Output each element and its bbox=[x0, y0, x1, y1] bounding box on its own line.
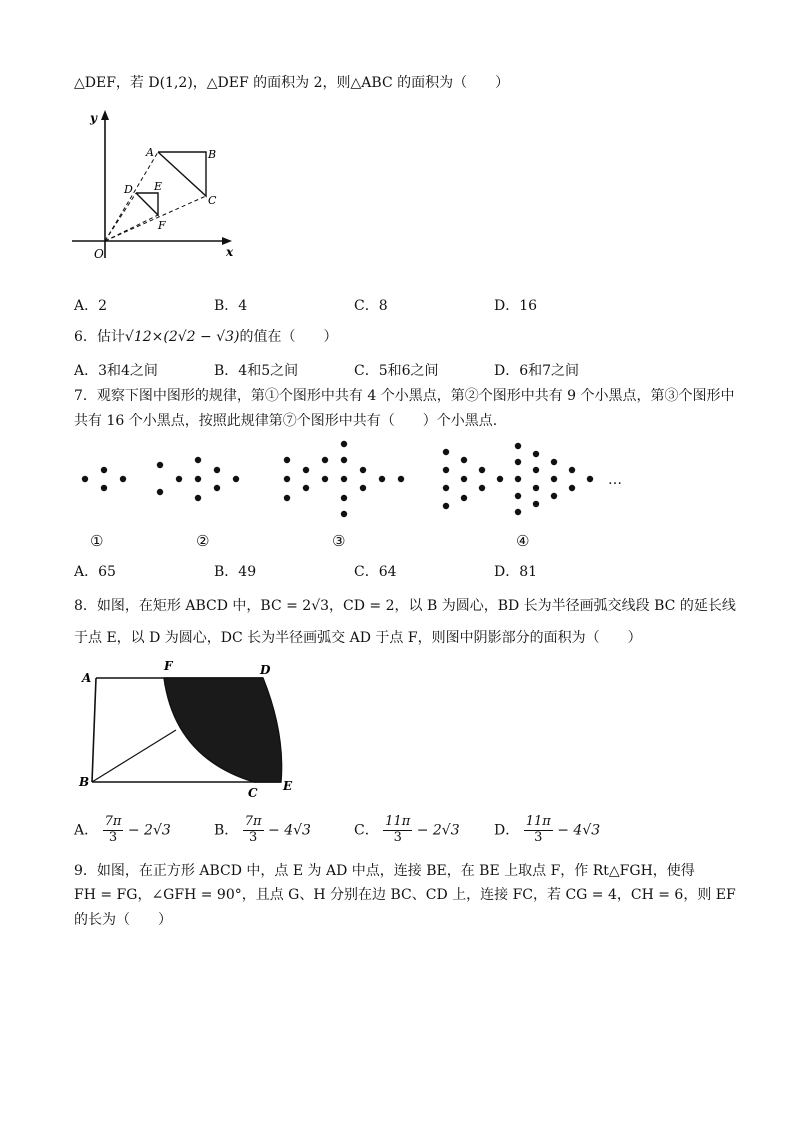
q8-option-a-rest: − 2√3 bbox=[127, 822, 171, 839]
q6-stem-suffix: 的值在（ ） bbox=[239, 329, 338, 345]
fraction-denominator: 3 bbox=[393, 829, 402, 845]
q8-option-b-rest: − 4√3 bbox=[268, 822, 311, 839]
fraction-numerator: 11π bbox=[525, 814, 551, 829]
q8-option-c-letter: C． bbox=[354, 822, 379, 839]
q8-rectangle-arc-figure bbox=[78, 658, 303, 798]
q8-option-c-rest: − 2√3 bbox=[416, 822, 460, 839]
rect-point-e-label: E bbox=[283, 779, 293, 793]
q5-coordinate-figure bbox=[70, 108, 245, 263]
fraction-numerator: 7π bbox=[244, 814, 262, 829]
q8-option-b-fraction bbox=[243, 815, 264, 846]
q8-stem-line2: 于点 E，以 D 为圆心，DC 长为半径画弧交 AD 于点 F，则图中阴影部分的面积为（ ） bbox=[74, 630, 642, 646]
q7-figure-label-3: ③ bbox=[332, 532, 346, 550]
rect-point-f-label: F bbox=[164, 659, 173, 673]
point-a-label: A bbox=[146, 146, 154, 159]
rect-point-b-label: B bbox=[79, 775, 90, 789]
q5-option-c[interactable]: C．8 bbox=[354, 298, 388, 314]
q5-option-a[interactable]: A．2 bbox=[74, 298, 108, 314]
q8-stem-line1: 8．如图，在矩形 ABCD 中，BC = 2√3，CD = 2，以 B 为圆心，BD 长为半径画弧交线段 BC 的延长线 bbox=[74, 598, 736, 614]
q7-figure-label-2: ② bbox=[196, 532, 210, 550]
q5-option-d[interactable]: D．16 bbox=[494, 298, 538, 314]
q8-option-d-rest: − 4√3 bbox=[557, 822, 601, 839]
q6-option-c[interactable]: C．5和6之间 bbox=[354, 363, 439, 379]
q8-option-b-letter: B． bbox=[214, 822, 239, 839]
fraction-denominator: 3 bbox=[249, 829, 258, 845]
q8-option-b[interactable] bbox=[214, 815, 311, 846]
q7-dot-pattern-figure bbox=[70, 432, 650, 522]
rect-point-a-label: A bbox=[82, 671, 92, 685]
q7-figure-label-1: ① bbox=[90, 532, 104, 550]
point-c-label: C bbox=[208, 194, 217, 207]
q8-option-a-fraction bbox=[103, 815, 124, 846]
rect-point-d-label: D bbox=[260, 663, 271, 677]
q8-option-d[interactable] bbox=[494, 815, 600, 846]
q8-option-c[interactable] bbox=[354, 815, 460, 846]
q8-option-d-fraction bbox=[524, 815, 553, 846]
fraction-denominator: 3 bbox=[108, 829, 118, 845]
q8-option-a-letter: A． bbox=[74, 822, 99, 839]
q7-figure-label-4: ④ bbox=[516, 532, 530, 550]
x-axis-label: x bbox=[226, 245, 234, 259]
q7-ellipsis: … bbox=[608, 472, 622, 488]
y-axis-label: y bbox=[90, 111, 97, 125]
q7-option-b[interactable]: B．49 bbox=[214, 564, 257, 580]
q6-option-a[interactable]: A．3和4之间 bbox=[74, 363, 158, 379]
q7-option-c[interactable]: C．64 bbox=[354, 564, 397, 580]
q9-stem-line2: FH = FG，∠GFH = 90°，且点 G、H 分别在边 BC、CD 上，连接 FC，若 CG = 4，CH = 6，则 EF bbox=[74, 887, 736, 903]
q5-stem: △DEF，若 D(1,2)，△DEF 的面积为 2，则△ABC 的面积为（ ） bbox=[74, 75, 510, 91]
q6-stem-prefix: 6．估计 bbox=[74, 329, 125, 345]
fraction-denominator: 3 bbox=[534, 829, 543, 845]
q6-expression: √12×(2√2 − √3) bbox=[124, 329, 240, 345]
q7-stem-line2: 共有 16 个小黑点，按照此规律第⑦个图形中共有（ ）个小黑点. bbox=[74, 413, 498, 429]
point-b-label: B bbox=[208, 148, 217, 161]
q9-stem-line1: 9．如图，在正方形 ABCD 中，点 E 为 AD 中点，连接 BE，在 BE 上取点 F，作 Rt△FGH，使得 bbox=[74, 863, 695, 879]
q7-option-d[interactable]: D．81 bbox=[494, 564, 538, 580]
point-d-label: D bbox=[124, 183, 133, 196]
fraction-numerator: 11π bbox=[385, 814, 411, 829]
rect-point-c-label: C bbox=[248, 786, 258, 800]
q5-option-b[interactable]: B．4 bbox=[214, 298, 248, 314]
q7-option-a[interactable]: A．65 bbox=[74, 564, 116, 580]
q6-option-b[interactable]: B．4和5之间 bbox=[214, 363, 299, 379]
point-e-label: E bbox=[154, 180, 163, 193]
q7-stem-line1: 7．观察下图中图形的规律，第①个图形中共有 4 个小黑点，第②个图形中共有 9 个小黑点，第③个图形中 bbox=[74, 388, 735, 404]
q6-stem bbox=[74, 326, 338, 346]
point-f-label: F bbox=[158, 219, 166, 232]
origin-label: O bbox=[94, 247, 104, 261]
q8-option-d-letter: D． bbox=[494, 822, 520, 839]
q9-stem-line3: 的长为（ ） bbox=[74, 912, 172, 928]
q8-option-c-fraction bbox=[383, 815, 412, 846]
q6-option-d[interactable]: D．6和7之间 bbox=[494, 363, 580, 379]
q8-option-a[interactable] bbox=[74, 815, 171, 846]
fraction-numerator: 7π bbox=[104, 814, 122, 829]
